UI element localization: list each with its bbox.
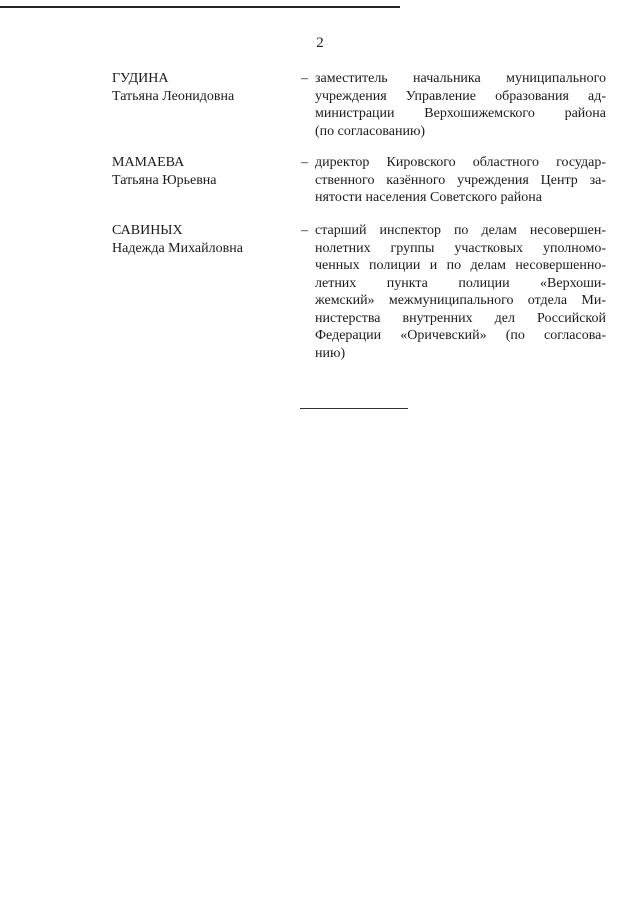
member-surname: МАМАЕВА bbox=[112, 155, 185, 170]
position-line: ственного казённого учреждения Центр за- bbox=[315, 172, 606, 188]
member-surname: ГУДИНА bbox=[112, 71, 169, 86]
position-line: министрации Верхошижемского района bbox=[315, 106, 606, 121]
member-name bbox=[112, 154, 292, 189]
position-line: старший инспектор по делам несовершен- bbox=[315, 223, 606, 238]
position-line: летних пункта полиции «Верхоши- bbox=[315, 275, 606, 291]
member-name bbox=[112, 222, 292, 257]
member-position bbox=[315, 222, 606, 362]
position-line: жемский» межмуниципального отдела Ми- bbox=[315, 293, 606, 308]
position-line: (по согласованию) bbox=[315, 123, 426, 139]
position-line: нию) bbox=[315, 345, 346, 361]
page-number: 2 bbox=[316, 35, 324, 51]
position-line: нятости населения Советского района bbox=[315, 190, 542, 205]
position-line: ченных полиции и по делам несовершенно- bbox=[315, 258, 606, 273]
dash-separator: – bbox=[301, 155, 308, 170]
member-given-names: Татьяна Юрьевна bbox=[112, 172, 217, 188]
member-surname: САВИНЫХ bbox=[112, 223, 183, 238]
position-line: нистерства внутренних дел Российской bbox=[315, 310, 606, 326]
member-given-names: Надежда Михайловна bbox=[112, 240, 243, 256]
member-given-names: Татьяна Леонидовна bbox=[112, 88, 235, 104]
position-line: Федерации «Оричевский» (по согласова- bbox=[315, 328, 606, 343]
position-line: директор Кировского областного государ- bbox=[315, 155, 606, 170]
dash-separator: – bbox=[301, 223, 308, 238]
position-line: учреждения Управление образования ад- bbox=[315, 88, 606, 104]
top-rule bbox=[0, 6, 400, 8]
position-line: заместитель начальника муниципального bbox=[315, 71, 606, 86]
member-position bbox=[315, 70, 606, 140]
member-name bbox=[112, 70, 292, 105]
position-line: нолетних группы участковых уполномо- bbox=[315, 240, 606, 256]
closing-rule bbox=[300, 408, 408, 409]
member-position bbox=[315, 154, 606, 207]
dash-separator: – bbox=[301, 71, 308, 86]
